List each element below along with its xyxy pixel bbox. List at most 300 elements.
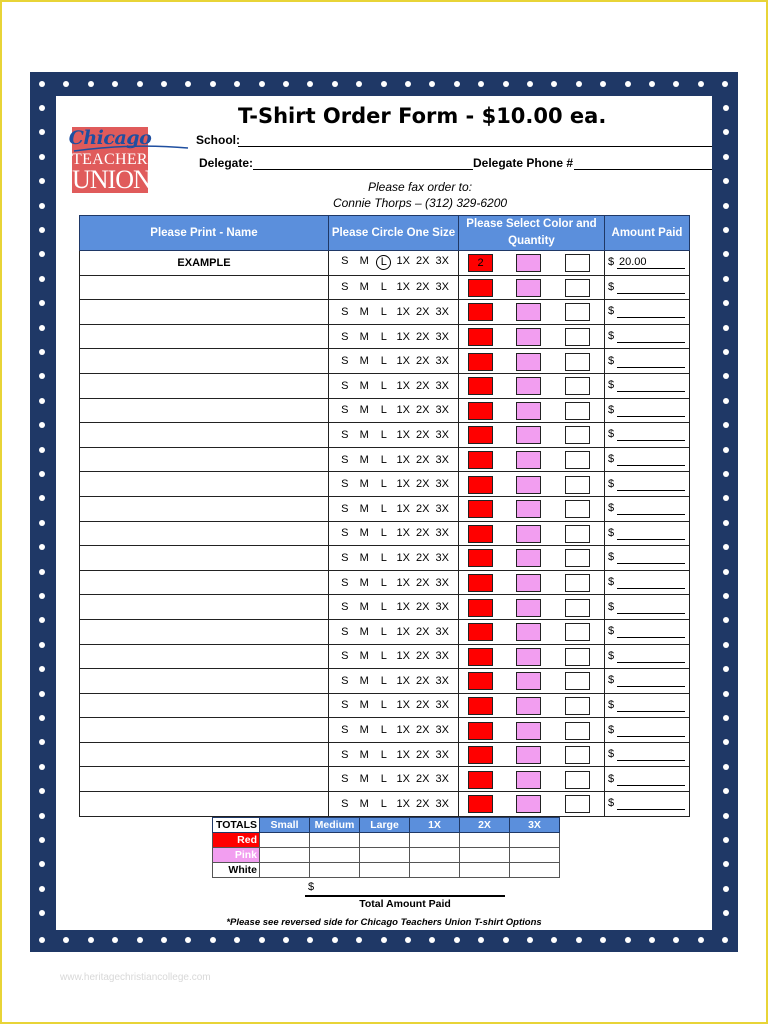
size-option[interactable]: L	[380, 773, 387, 786]
red-qty-box[interactable]	[468, 771, 493, 789]
size-option[interactable]: 1X	[396, 674, 410, 687]
size-option[interactable]: L	[380, 551, 387, 564]
pink-qty-box[interactable]	[516, 328, 541, 346]
pink-qty-box[interactable]	[516, 451, 541, 469]
pink-qty-box[interactable]	[516, 648, 541, 666]
red-qty-box[interactable]	[468, 623, 493, 641]
pink-qty-box[interactable]	[516, 795, 541, 813]
size-option[interactable]: S	[341, 305, 349, 318]
red-qty-box[interactable]	[468, 279, 493, 297]
amount-field[interactable]	[605, 768, 689, 791]
amount-field[interactable]	[605, 448, 689, 471]
size-option[interactable]: M	[359, 379, 369, 392]
size-option[interactable]: L	[380, 699, 387, 712]
amount-field[interactable]	[605, 719, 689, 742]
amount-field[interactable]	[605, 497, 689, 520]
pink-qty-box[interactable]	[516, 303, 541, 321]
size-option[interactable]: 3X	[435, 748, 449, 761]
frame-dot	[527, 81, 533, 87]
size-option[interactable]: L	[380, 305, 387, 318]
amount-field[interactable]	[605, 546, 689, 569]
size-option[interactable]: S	[341, 502, 349, 515]
size-option[interactable]: 2X	[416, 502, 430, 515]
size-option[interactable]: 3X	[435, 551, 449, 564]
size-option[interactable]: S	[341, 281, 349, 294]
size-option[interactable]: M	[359, 428, 369, 441]
white-qty-box[interactable]	[565, 697, 590, 715]
frame-dot	[600, 81, 606, 87]
name-field[interactable]	[80, 767, 329, 792]
size-option[interactable]: M	[359, 724, 369, 737]
totals-cell[interactable]	[260, 848, 310, 863]
size-option[interactable]: L	[380, 601, 387, 614]
size-option[interactable]: L	[380, 650, 387, 663]
size-option[interactable]: M	[359, 330, 369, 343]
pink-qty-box[interactable]	[516, 525, 541, 543]
size-option[interactable]: M	[359, 674, 369, 687]
size-option[interactable]: L	[380, 281, 387, 294]
size-option[interactable]: S	[341, 601, 349, 614]
size-option[interactable]: 3X	[435, 255, 449, 268]
white-qty-box[interactable]	[565, 525, 590, 543]
delegate-phone-field[interactable]	[574, 169, 712, 170]
size-option[interactable]: 3X	[435, 797, 449, 810]
size-option[interactable]: 3X	[435, 404, 449, 417]
frame-dot	[429, 81, 435, 87]
size-option[interactable]: S	[341, 255, 349, 268]
color-cell	[459, 742, 605, 767]
white-qty-box[interactable]	[565, 648, 590, 666]
size-option[interactable]: 2X	[416, 576, 430, 589]
size-option[interactable]: 1X	[396, 650, 410, 663]
size-option[interactable]: 1X	[396, 748, 410, 761]
red-qty-box[interactable]	[468, 722, 493, 740]
pink-qty-box[interactable]	[516, 254, 541, 272]
totals-cell[interactable]	[310, 848, 360, 863]
size-option[interactable]: 3X	[435, 650, 449, 663]
size-option[interactable]: M	[359, 502, 369, 515]
pink-qty-box[interactable]	[516, 672, 541, 690]
size-option[interactable]: 1X	[396, 576, 410, 589]
size-option[interactable]: M	[359, 625, 369, 638]
name-field[interactable]	[80, 373, 329, 398]
totals-cell[interactable]	[360, 833, 410, 848]
size-option[interactable]: 3X	[435, 601, 449, 614]
name-field[interactable]	[80, 693, 329, 718]
size-option[interactable]: L	[380, 478, 387, 491]
red-qty-box[interactable]	[468, 500, 493, 518]
size-option[interactable]: M	[359, 576, 369, 589]
amount-cell	[605, 472, 690, 497]
size-option[interactable]: M	[359, 699, 369, 712]
name-field[interactable]	[80, 447, 329, 472]
name-field[interactable]	[80, 324, 329, 349]
white-qty-box[interactable]	[565, 549, 590, 567]
white-qty-box[interactable]	[565, 451, 590, 469]
size-option[interactable]: 2X	[416, 255, 430, 268]
size-option[interactable]: S	[341, 625, 349, 638]
amount-field[interactable]	[605, 694, 689, 717]
size-option[interactable]: S	[341, 379, 349, 392]
red-qty-box[interactable]	[468, 697, 493, 715]
red-qty-box[interactable]	[468, 303, 493, 321]
delegate-phone-label: Delegate Phone #	[473, 156, 574, 170]
size-option[interactable]: 3X	[435, 773, 449, 786]
size-option[interactable]: 2X	[416, 330, 430, 343]
color-boxes	[459, 620, 604, 643]
pink-qty-box[interactable]	[516, 500, 541, 518]
pink-qty-box[interactable]	[516, 476, 541, 494]
size-option[interactable]: 2X	[416, 724, 430, 737]
name-field[interactable]	[80, 718, 329, 743]
size-option[interactable]: 1X	[396, 724, 410, 737]
size-option[interactable]: 1X	[396, 773, 410, 786]
size-option[interactable]: 3X	[435, 625, 449, 638]
red-qty-box[interactable]	[468, 402, 493, 420]
color-boxes	[459, 719, 604, 742]
size-option[interactable]: 3X	[435, 281, 449, 294]
size-option[interactable]: M	[359, 797, 369, 810]
name-field[interactable]	[80, 570, 329, 595]
size-option[interactable]: L	[380, 724, 387, 737]
pink-qty-box[interactable]	[516, 771, 541, 789]
red-qty-box[interactable]	[468, 426, 493, 444]
amount-field[interactable]	[605, 423, 689, 446]
size-option[interactable]: 2X	[416, 428, 430, 441]
amount-field[interactable]	[605, 645, 689, 668]
amount-field[interactable]	[605, 596, 689, 619]
pink-qty-box[interactable]	[516, 426, 541, 444]
red-qty-box[interactable]	[468, 795, 493, 813]
size-option[interactable]: 2X	[416, 453, 430, 466]
size-option[interactable]: 3X	[435, 379, 449, 392]
size-option[interactable]: L	[380, 453, 387, 466]
school-field[interactable]	[238, 146, 712, 147]
size-option[interactable]: 1X	[396, 699, 410, 712]
size-option[interactable]: S	[341, 355, 349, 368]
size-option[interactable]: S	[341, 478, 349, 491]
delegate-field[interactable]	[253, 169, 473, 170]
size-option[interactable]: 1X	[396, 355, 410, 368]
amount-field[interactable]	[605, 571, 689, 594]
totals-cell[interactable]	[460, 848, 510, 863]
size-option[interactable]: 1X	[396, 255, 410, 268]
name-field[interactable]	[80, 546, 329, 571]
size-option[interactable]: S	[341, 724, 349, 737]
pink-qty-box[interactable]	[516, 697, 541, 715]
pink-qty-box[interactable]	[516, 279, 541, 297]
size-option[interactable]: S	[341, 551, 349, 564]
totals-cell[interactable]	[510, 863, 560, 878]
size-option[interactable]: 1X	[396, 551, 410, 564]
size-option[interactable]: 2X	[416, 478, 430, 491]
size-option[interactable]: L	[380, 527, 387, 540]
name-field[interactable]	[80, 619, 329, 644]
total-dollar-sign: $	[308, 881, 315, 893]
frame-dot	[723, 813, 729, 819]
size-option[interactable]: 2X	[416, 527, 430, 540]
size-option[interactable]: L	[380, 502, 387, 515]
white-qty-box[interactable]	[565, 574, 590, 592]
white-qty-box[interactable]	[565, 377, 590, 395]
totals-cell[interactable]	[310, 863, 360, 878]
size-option[interactable]: S	[341, 674, 349, 687]
amount-field[interactable]	[605, 669, 689, 692]
amount-field[interactable]	[605, 792, 689, 815]
size-option[interactable]: M	[359, 281, 369, 294]
totals-cell[interactable]	[260, 863, 310, 878]
size-option[interactable]: M	[359, 650, 369, 663]
totals-cell[interactable]	[510, 833, 560, 848]
totals-cell[interactable]	[410, 863, 460, 878]
amount-underline	[617, 268, 685, 269]
pink-qty-box[interactable]	[516, 353, 541, 371]
red-qty-box[interactable]	[468, 328, 493, 346]
pink-qty-box[interactable]	[516, 574, 541, 592]
red-qty-box[interactable]	[468, 476, 493, 494]
size-option[interactable]: L	[380, 674, 387, 687]
size-option[interactable]: S	[341, 330, 349, 343]
size-option[interactable]: 3X	[435, 478, 449, 491]
order-row	[80, 693, 690, 718]
pink-qty-box[interactable]	[516, 623, 541, 641]
white-qty-box[interactable]	[565, 279, 590, 297]
size-option[interactable]: M	[359, 601, 369, 614]
size-option[interactable]: L	[380, 428, 387, 441]
size-option[interactable]: S	[341, 699, 349, 712]
white-qty-box[interactable]	[565, 254, 590, 272]
white-qty-box[interactable]	[565, 795, 590, 813]
size-option[interactable]: 2X	[416, 551, 430, 564]
size-option[interactable]: 2X	[416, 625, 430, 638]
size-option[interactable]: 3X	[435, 453, 449, 466]
size-option[interactable]: L	[380, 748, 387, 761]
size-option[interactable]: M	[359, 748, 369, 761]
size-option[interactable]: S	[341, 428, 349, 441]
name-field[interactable]	[80, 275, 329, 300]
size-option[interactable]: 1X	[396, 797, 410, 810]
size-option[interactable]: 1X	[396, 330, 410, 343]
red-qty-box[interactable]	[468, 599, 493, 617]
size-option[interactable]: 2X	[416, 773, 430, 786]
white-qty-box[interactable]	[565, 353, 590, 371]
totals-cell[interactable]	[460, 863, 510, 878]
pink-qty-box[interactable]	[516, 549, 541, 567]
size-options	[329, 527, 458, 539]
white-qty-box[interactable]	[565, 599, 590, 617]
size-option[interactable]: 1X	[396, 428, 410, 441]
red-qty-box[interactable]	[468, 672, 493, 690]
size-option[interactable]: 1X	[396, 281, 410, 294]
size-option[interactable]: M	[359, 355, 369, 368]
size-option[interactable]: L	[380, 330, 387, 343]
size-option[interactable]: L	[380, 355, 387, 368]
frame-dot	[234, 937, 240, 943]
size-option[interactable]: L	[380, 625, 387, 638]
dollar-sign: $	[608, 502, 615, 515]
size-option[interactable]: L	[380, 797, 387, 810]
amount-field[interactable]	[605, 374, 689, 397]
name-field[interactable]	[80, 349, 329, 374]
amount-field[interactable]	[605, 399, 689, 422]
amount-field[interactable]	[605, 300, 689, 323]
size-option[interactable]: 3X	[435, 428, 449, 441]
name-field[interactable]	[80, 398, 329, 423]
totals-cell[interactable]	[460, 833, 510, 848]
name-field[interactable]	[80, 472, 329, 497]
frame-dot	[503, 937, 509, 943]
size-option[interactable]: 2X	[416, 355, 430, 368]
totals-cell[interactable]	[360, 848, 410, 863]
size-option[interactable]: 3X	[435, 330, 449, 343]
size-option[interactable]: S	[341, 748, 349, 761]
size-option[interactable]: S	[341, 527, 349, 540]
totals-cell[interactable]	[410, 848, 460, 863]
red-qty-box[interactable]	[468, 377, 493, 395]
red-qty-box[interactable]	[468, 451, 493, 469]
size-option[interactable]: 1X	[396, 625, 410, 638]
amount-cell	[605, 546, 690, 571]
size-option[interactable]: S	[341, 797, 349, 810]
red-qty-box[interactable]	[468, 353, 493, 371]
size-option[interactable]: 2X	[416, 404, 430, 417]
red-qty-box[interactable]	[468, 525, 493, 543]
size-option[interactable]: M	[359, 773, 369, 786]
size-option[interactable]: 1X	[396, 502, 410, 515]
size-option[interactable]: S	[341, 404, 349, 417]
size-option[interactable]: 2X	[416, 601, 430, 614]
dollar-sign: $	[608, 576, 615, 589]
size-option[interactable]: 2X	[416, 748, 430, 761]
name-field[interactable]	[80, 300, 329, 325]
size-option[interactable]: 2X	[416, 699, 430, 712]
totals-cell[interactable]	[260, 833, 310, 848]
size-option[interactable]: 1X	[396, 527, 410, 540]
white-qty-box[interactable]	[565, 500, 590, 518]
amount-cell	[605, 767, 690, 792]
amount-field[interactable]	[605, 276, 689, 299]
size-option[interactable]: L	[380, 404, 387, 417]
amount-field[interactable]	[605, 620, 689, 643]
example-name: EXAMPLE	[80, 251, 329, 276]
size-option[interactable]: 3X	[435, 305, 449, 318]
size-option[interactable]: 1X	[396, 305, 410, 318]
size-option[interactable]: M	[359, 305, 369, 318]
white-qty-box[interactable]	[565, 771, 590, 789]
white-qty-box[interactable]	[565, 303, 590, 321]
size-option[interactable]: M	[359, 551, 369, 564]
pink-qty-box[interactable]	[516, 722, 541, 740]
name-field[interactable]	[80, 521, 329, 546]
totals-cell[interactable]	[510, 848, 560, 863]
name-field[interactable]	[80, 423, 329, 448]
pink-qty-box[interactable]	[516, 377, 541, 395]
white-qty-box[interactable]	[565, 426, 590, 444]
size-option[interactable]: 3X	[435, 527, 449, 540]
size-option[interactable]: S	[341, 773, 349, 786]
name-field[interactable]	[80, 595, 329, 620]
white-qty-box[interactable]	[565, 476, 590, 494]
red-qty-box[interactable]	[468, 574, 493, 592]
totals-cell[interactable]	[410, 833, 460, 848]
red-qty-box[interactable]	[468, 746, 493, 764]
name-field[interactable]	[80, 669, 329, 694]
size-option-circled[interactable]: L	[376, 255, 391, 270]
size-option[interactable]: S	[341, 576, 349, 589]
frame-dot	[723, 544, 729, 550]
size-option[interactable]: 3X	[435, 502, 449, 515]
size-option[interactable]: 1X	[396, 601, 410, 614]
red-qty-box[interactable]	[468, 549, 493, 567]
size-option[interactable]: 3X	[435, 355, 449, 368]
totals-cell[interactable]	[360, 863, 410, 878]
size-option[interactable]: S	[341, 453, 349, 466]
name-field[interactable]	[80, 792, 329, 817]
white-qty-box[interactable]	[565, 402, 590, 420]
size-option[interactable]: 2X	[416, 674, 430, 687]
size-option[interactable]: L	[380, 379, 387, 392]
amount-field[interactable]	[605, 743, 689, 766]
frame-dot	[39, 276, 45, 282]
red-qty-box[interactable]: 2	[468, 254, 493, 272]
amount-field[interactable]	[605, 522, 689, 545]
white-qty-box[interactable]	[565, 746, 590, 764]
size-option[interactable]: 1X	[396, 453, 410, 466]
size-option[interactable]: 2X	[416, 650, 430, 663]
amount-field[interactable]	[605, 325, 689, 348]
name-field[interactable]	[80, 742, 329, 767]
size-option[interactable]: 2X	[416, 305, 430, 318]
white-qty-box[interactable]	[565, 722, 590, 740]
amount-field[interactable]	[605, 473, 689, 496]
pink-qty-box[interactable]	[516, 402, 541, 420]
size-option[interactable]: 3X	[435, 699, 449, 712]
frame-dot	[723, 300, 729, 306]
size-option[interactable]: S	[341, 650, 349, 663]
size-option[interactable]: L	[380, 576, 387, 589]
size-option[interactable]: M	[359, 453, 369, 466]
name-field[interactable]	[80, 496, 329, 521]
totals-cell[interactable]	[310, 833, 360, 848]
size-option[interactable]: 1X	[396, 379, 410, 392]
size-option[interactable]: M	[359, 404, 369, 417]
size-option[interactable]: M	[359, 527, 369, 540]
size-option[interactable]: 3X	[435, 724, 449, 737]
size-options	[329, 255, 458, 270]
pink-qty-box[interactable]	[516, 746, 541, 764]
size-option[interactable]: 3X	[435, 674, 449, 687]
dollar-sign: $	[608, 551, 615, 564]
white-qty-box[interactable]	[565, 623, 590, 641]
size-option[interactable]: M	[359, 478, 369, 491]
size-option[interactable]: M	[359, 255, 369, 268]
red-qty-box[interactable]	[468, 648, 493, 666]
size-option[interactable]: 2X	[416, 797, 430, 810]
amount-field[interactable]	[605, 350, 689, 373]
white-qty-box[interactable]	[565, 328, 590, 346]
name-field[interactable]	[80, 644, 329, 669]
white-qty-box[interactable]	[565, 672, 590, 690]
size-option[interactable]: 3X	[435, 576, 449, 589]
size-option[interactable]: 2X	[416, 281, 430, 294]
size-cell	[329, 693, 459, 718]
pink-qty-box[interactable]	[516, 599, 541, 617]
amount-field[interactable]	[605, 251, 689, 274]
size-option[interactable]: 1X	[396, 404, 410, 417]
size-option[interactable]: 2X	[416, 379, 430, 392]
amount-cell	[605, 570, 690, 595]
size-option[interactable]: 1X	[396, 478, 410, 491]
